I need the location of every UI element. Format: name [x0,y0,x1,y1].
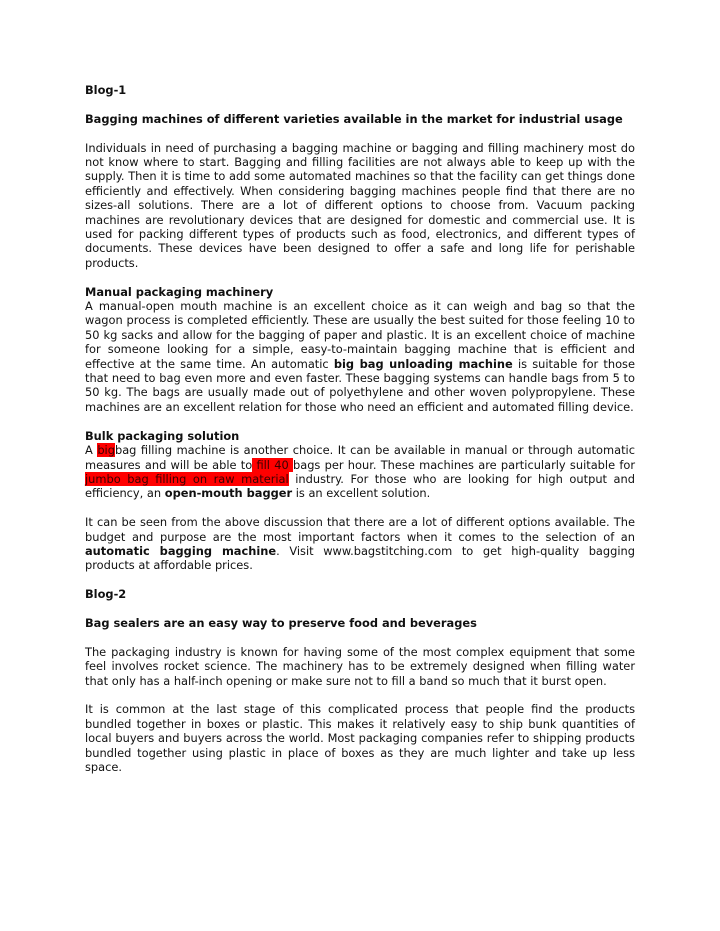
blog2-paragraph-1: The packaging industry is known for having some of the most complex equipment that some feel involves rocket science. The machinery has to be extremely designed when filling water that only has a half-inch opening or make sure not to fill a band so much that it burst open. [85,644,635,688]
manual-heading: Manual packaging machinery [85,284,274,299]
bulk-text-3: bags per hour. These machines are particularly suitable for [292,457,635,472]
bulk-text-4: industry. For those who are looking for high output and efficiency, an [85,471,635,501]
manual-paragraph [85,299,635,414]
bulk-text-1: A [85,443,98,458]
blog2-label: Blog-2 [85,587,127,602]
highlight-jumbo-bag: jumbo bag filling on raw material [85,471,289,486]
conclusion-text-b: . Visit www.bagstitching.com to get high-quality bagging products at affordable prices. [85,543,635,573]
blog1-label: Blog-1 [85,83,127,97]
conclusion-text-a: It can be seen from the above discussion that there are a lot of different options available. The budget and purpose are the most important factors when it comes to the selection of an [85,515,635,544]
blog2-paragraph-2: It is common at the last stage of this complicated process that people find the products bundled together in boxes or plastic. This makes it relatively easy to ship bunk quantities of local buyers and buyers across the world. Most packaging companies refer to shipping products bundled together using plastic in place of boxes as they are much lighter and take up less space. [85,702,635,774]
manual-text-b: is suitable for those that need to bag even more and even faster. These bagging systems can handle bags from 5 to 50 kg. The bags are usually made out of polyethylene and other woven polypropylene. These machines are an excellent relation for those who need an efficient and automated filling device. [85,356,635,414]
bulk-text-2: bag filling machine is another choice. It can be available in manual or through automatic measures and will be able to [85,443,635,472]
blog1-intro: Individuals in need of purchasing a bagging machine or bagging and filling machinery most do not know where to start. Bagging and filling facilities are not always able to keep up with the supply. Then it is time to add some automated machines so that the facility can get things done efficiently and effectively. When considering bagging machines people find that there are no sizes-all solutions. There are a lot of different options to choose from. Vacuum packing machines are revolutionary devices that are designed for domestic and commercial use. It is used for packing different types of products such as food, electronics, and different types of documents. These devices have been designed to offer a safe and long life for perishable products. [85,140,635,270]
bulk-heading: Bulk packaging solution [85,428,240,443]
bulk-text-5: is an excellent solution. [292,486,431,501]
manual-text-a: A manual-open mouth machine is an excellent choice as it can weigh and bag so that the wagon process is completed efficiently. These are usually the best suited for those feeling 10 to 50 kg sacks and allow for the bagging of paper and plastic. It is an excellent choice of machine for someone looking for a simple, easy-to-maintain bagging machine that is efficient and effective at the same time. An automatic [85,299,635,371]
highlight-big: big [97,443,115,458]
conclusion-paragraph [85,515,635,573]
blog2-title: Bag sealers are an easy way to preserve food and beverages [85,615,477,630]
blog1-title: Bagging machines of different varieties available in the market for industrial usage [85,111,623,126]
bulk-paragraph [85,443,635,501]
bulk-bold-term: open-mouth bagger [164,486,293,501]
manual-bold-term: big bag unloading machine [333,356,513,371]
document-body [85,83,635,774]
highlight-fill-40: fill 40 [252,457,293,472]
conclusion-bold-term: automatic bagging machine [85,543,277,558]
